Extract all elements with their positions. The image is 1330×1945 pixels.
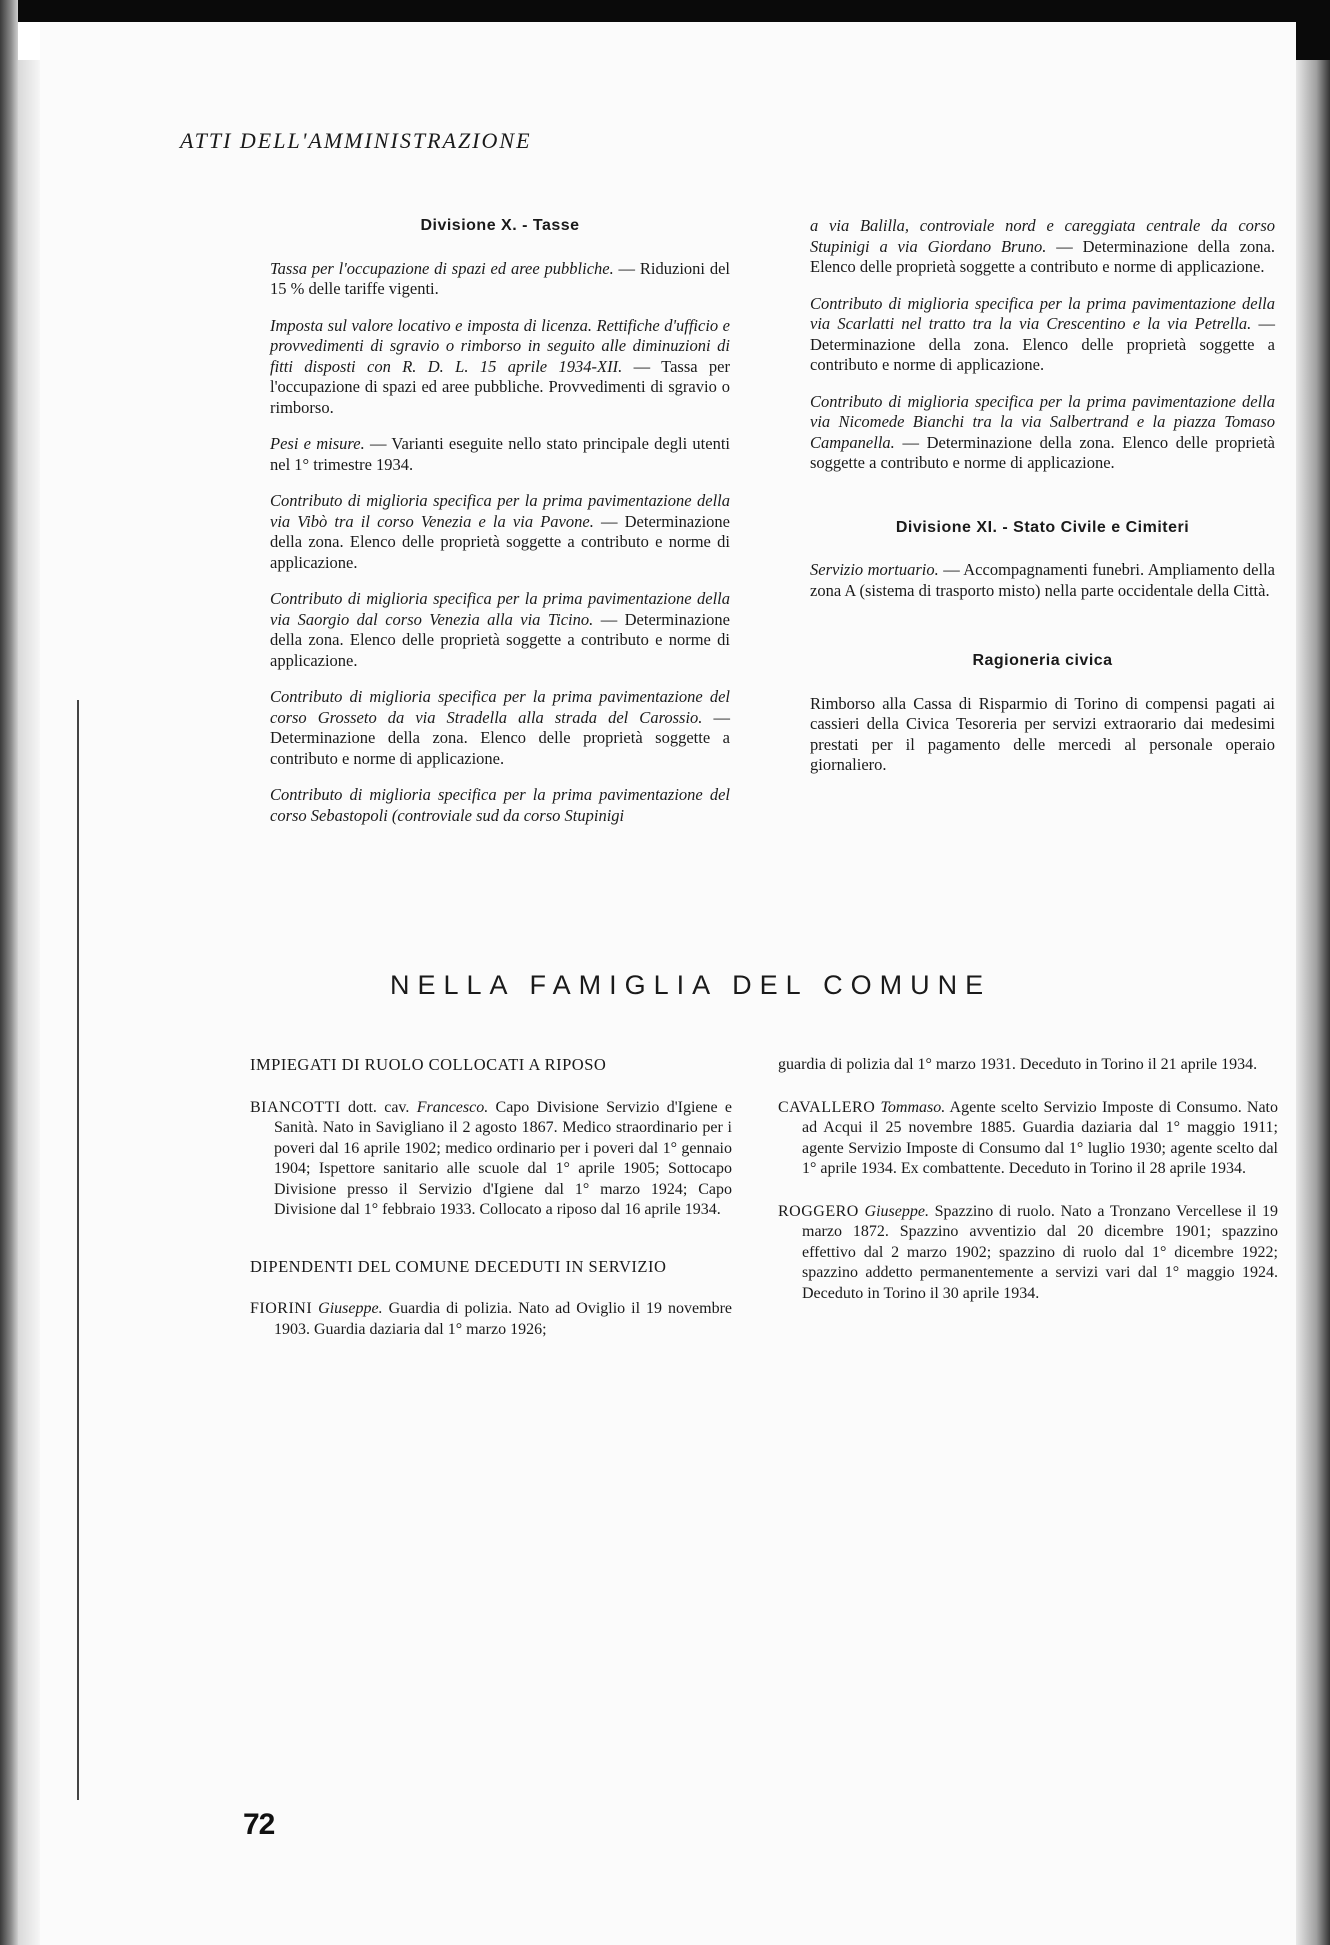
retired-heading: IMPIEGATI DI RUOLO COLLOCATI A RIPOSO [250, 1055, 607, 1074]
ragioneria-heading: Ragioneria civica [972, 652, 1113, 669]
scan-border-left [0, 0, 18, 1945]
staff-entry: FIORINI Giuseppe. Guardia di polizia. Nato ad Oviglio il 19 novembre 1903. Guardia daziaria dal 1° marzo 1926; [250, 1300, 733, 1338]
staff-entry: ROGGERO Giuseppe. Spazzino di ruolo. Nato a Tronzano Vercellese il 19 marzo 1872. Spazzino avventizio dal 20 dicembre 1901; spazzino effettivo dal 2 marzo 1902; spazzino di ruolo dal 1° dicembre 1922; spazzino addetto permanentemente a servizi vari dal 1° maggio 1924. Deceduto in Torino il 30 aprile 1934. [778, 1202, 1279, 1302]
staff-entry: BIANCOTTI dott. cav. Francesco. Capo Divisione Servizio d'Igiene e Sanità. Nato in Savigliano il 2 agosto 1867. Medico straordinario per i poveri dal 16 aprile 1902; medico ordinario per i poveri dal 1° gennaio 1904; Ispettore sanitario alle scuole dal 1° aprile 1905; Sottocapo Divisione presso il Servizio d'Igiene dal 1° marzo 1924; Capo Divisione dal 1° febbraio 1933. Collocato a riposo dal 16 aprile 1934. [250, 1098, 732, 1218]
division-x-heading: Divisione X. - Tasse [420, 217, 580, 234]
deceased-heading: DIPENDENTI DEL COMUNE DECEDUTI IN SERVIZIO [250, 1256, 667, 1276]
right-column [810, 216, 1275, 792]
item-paragraph: Imposta sul valore locativo e imposta di licenza. Rettifiche d'ufficio e provvedimenti di sgravio o rimborso in seguito alle diminuzioni di fitti disposti con R. D. L. 15 aprile 1934-XII. — Tassa per l'occupazione di spazi ed aree pubbliche. Provvedimenti di sgravio o rimborso. [270, 315, 730, 417]
item-paragraph: Tassa per l'occupazione di spazi ed aree pubbliche. — Riduzioni del 15 % delle tariffe vigenti. [270, 258, 730, 298]
page-gutter [18, 60, 40, 1945]
continued-entry: guardia di polizia dal 1° marzo 1931. Deceduto in Torino il 21 aprile 1934. [778, 1056, 1258, 1073]
item-paragraph: Contributo di miglioria specifica per la prima pavimentazione della via Vibò tra il corso Venezia e la via Pavone. — Determinazione della zona. Elenco delle proprietà soggette a contributo e norme di applicazione. [270, 491, 730, 572]
item-paragraph: Contributo di miglioria specifica per la prima pavimentazione della via Scarlatti nel tratto tra la via Crescentino e la via Petrella. — Determinazione della zona. Elenco delle proprietà soggette a contributo e norme di applicazione. [810, 293, 1276, 374]
item-paragraph: Rimborso alla Cassa di Risparmio di Torino di compensi pagati ai cassieri della Civica Tesoreria per servizi extraorario dai medesimi prestati per il pagamento delle mercedi al personale operaio giornaliero. [810, 693, 1275, 774]
section-title: NELLA FAMIGLIA DEL COMUNE [390, 970, 992, 1000]
division-xi-heading: Divisione XI. - Stato Civile e Cimiteri [895, 518, 1190, 536]
scan-border-right [1296, 60, 1330, 1945]
left-column [270, 216, 730, 842]
item-paragraph: Pesi e misure. — Varianti eseguite nello stato principale degli utenti nel 1° trimestre 1934. [270, 434, 730, 474]
item-paragraph: Contributo di miglioria specifica per la prima pavimentazione del corso Grosseto da via Stradella alla strada del Carossio. — Determinazione della zona. Elenco delle proprietà soggette a contributo e norme di applicazione. [270, 687, 731, 768]
item-paragraph: Contributo di miglioria specifica per la prima pavimentazione della via Nicomede Bianchi tra la via Salbertrand e la piazza Tomaso Campanella. — Determinazione della zona. Elenco delle proprietà soggette a contributo e norme di applicazione. [810, 391, 1275, 472]
item-paragraph: Contributo di miglioria specifica per la prima pavimentazione della via Saorgio dal corso Venezia alla via Ticino. — Determinazione della zona. Elenco delle proprietà soggette a contributo e norme di applicazione. [270, 589, 730, 670]
famiglia-right-column [778, 1055, 1278, 1326]
continued-paragraph: a via Balilla, controviale nord e careggiata centrale da corso Stupinigi a via Giordano Bruno. — Determinazione della zona. Elenco delle proprietà soggette a contributo e norme di applicazione. [810, 216, 1275, 276]
item-paragraph: Servizio mortuario. — Accompagnamenti funebri. Ampliamento della zona A (sistema di trasporto misto) nella parte occidentale della Città. [810, 560, 1275, 600]
famiglia-left-column [250, 1055, 732, 1362]
running-head: ATTI DELL'AMMINISTRAZIONE [180, 128, 532, 153]
page-number: 72 [243, 1808, 275, 1841]
item-paragraph: Contributo di miglioria specifica per la prima pavimentazione del corso Sebastopoli (controviale sud da corso Stupinigi [270, 785, 730, 825]
margin-rule [77, 700, 79, 1800]
staff-entry: CAVALLERO Tommaso. Agente scelto Servizio Imposte di Consumo. Nato ad Acqui il 25 novembre 1885. Guardia daziaria dal 1° maggio 1911; agente Servizio Imposte di Consumo dal 1° luglio 1930; agente scelto dal 1° aprile 1934. Ex combattente. Deceduto in Torino il 28 aprile 1934. [778, 1098, 1278, 1177]
